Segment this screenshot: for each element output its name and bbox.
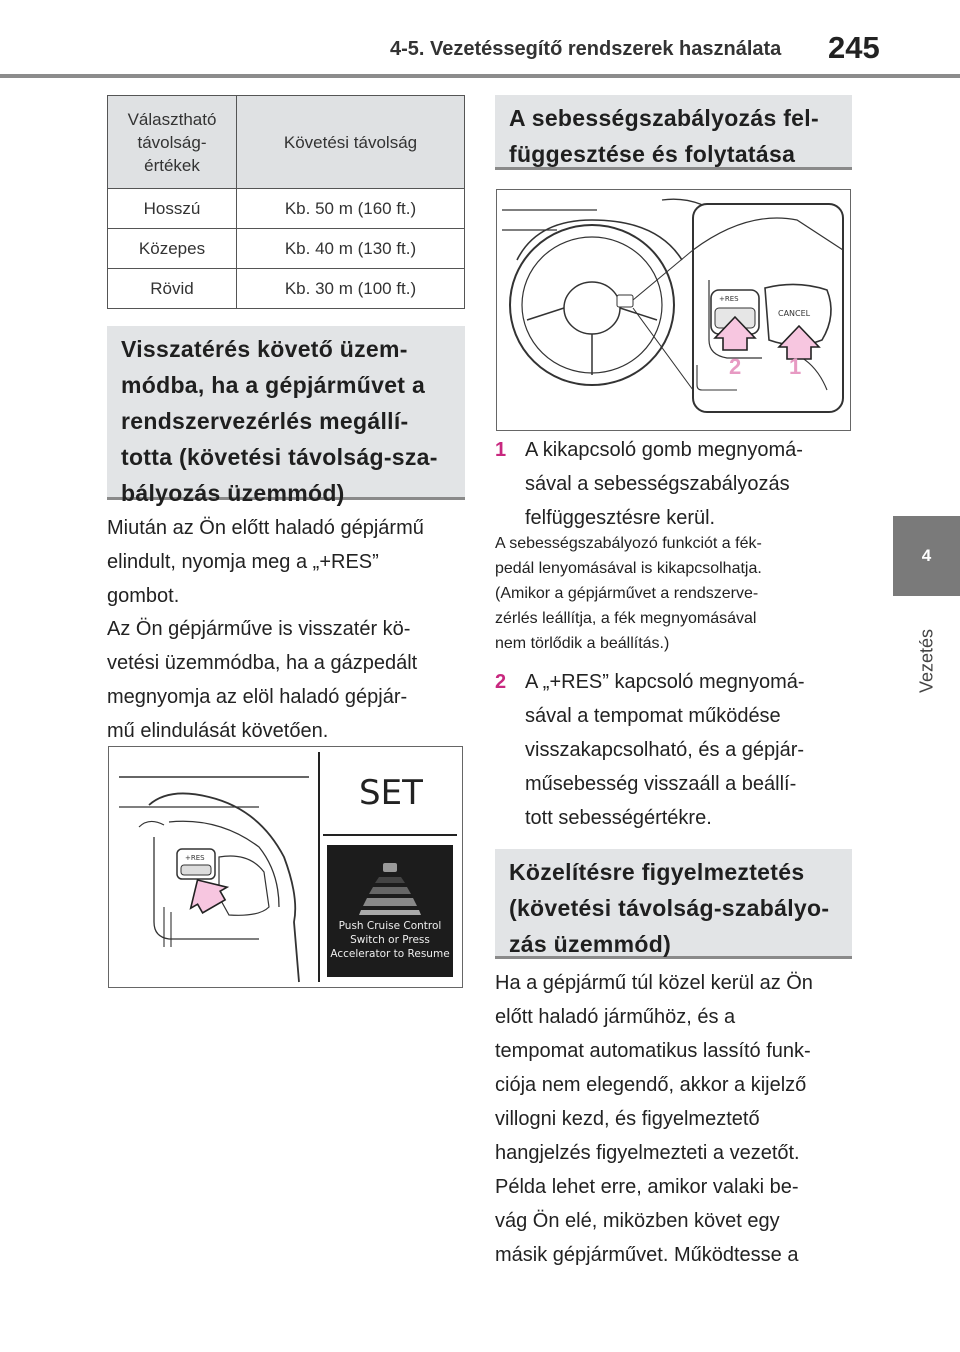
step-number: 2 (495, 671, 507, 693)
section-heading-suspend: A sebességszabályozás fel- függesztése és folytatása (495, 95, 852, 170)
table-cell: Kb. 30 m (100 ft.) (237, 269, 465, 309)
chapter-tab: 4 (893, 516, 960, 596)
radar-distance-icon (327, 845, 453, 915)
paragraph-approach-warning: Ha a gépjármű túl közel kerül az Ön előtt haladó járműhöz, és a tempomat automatikus lassító funk- ciója nem elegendő, akkor a kijelző villogni kezd, és figyelmeztető hangjelzés figyelmezteti a vezetőt. Példa lehet erre, amikor valaki be- vág Ön elé, miközben követ egy másik gépjárművet. Működtesse a (495, 972, 813, 1266)
callout-2: 2 (729, 354, 742, 379)
table-header-cell: Választható távolság- értékek (108, 96, 237, 189)
cancel-button-label: CANCEL (778, 309, 811, 318)
display-message-line: Accelerator to Resume (330, 948, 450, 960)
table-cell: Rövid (108, 269, 237, 309)
multi-info-display (327, 845, 453, 977)
table-row (108, 229, 465, 269)
table-cell: Hosszú (108, 189, 237, 229)
steering-wheel-illustration (497, 190, 850, 430)
display-set-title: SET (359, 773, 423, 813)
table-header-cell: Követési távolság (237, 96, 465, 189)
table-header-row (108, 96, 465, 189)
paragraph-resume-res: Miután az Ön előtt haladó gépjármű elindult, nyomja meg a „+RES” gombot. (107, 517, 424, 607)
header-divider (0, 74, 960, 78)
table-row (108, 269, 465, 309)
step-1: 1 A kikapcsoló gomb megnyomá- sával a sebességszabályozás felfüggesztésre kerül. (495, 433, 855, 537)
table-cell: Kb. 40 m (130 ft.) (237, 229, 465, 269)
section-heading-approach-warning: Közelítésre figyelmeztetés (követési távolság-szabályo- zás üzemmód) (495, 849, 852, 959)
page-number: 245 (828, 30, 880, 65)
display-message-line: Push Cruise Control (338, 920, 442, 932)
figure-cancel-res-switch (496, 189, 851, 431)
step-2: 2 A „+RES” kapcsoló megnyomá- sával a tempomat működése visszakapcsolható, és a gépjár- műsebesség visszaáll a beállí- tott sebességértékre. (495, 665, 855, 837)
table-cell: Közepes (108, 229, 237, 269)
section-heading-return: Visszatérés követő üzem- módba, ha a gépjárművet a rendszervezérlés megállí- totta (követési távolság-sza- bályozás üzemmód) (107, 326, 465, 500)
chapter-label: Vezetés (916, 628, 936, 694)
callout-1: 1 (789, 354, 802, 379)
table-row (108, 189, 465, 229)
section-header-title: 4-5. Vezetéssegítő rendszerek használata (390, 38, 782, 60)
note-brake-cancel: A sebességszabályozó funkciót a fék- pedál lenyomásával is kikapcsolhatja. (Amikor a gépjárművet a rendszerve- zérlés leállítja, a fék megnyomásával nem törlődik a beállítás.) (495, 535, 762, 652)
figure-res-switch-display (108, 746, 463, 988)
paragraph-resume-accelerator: Az Ön gépjárműve is visszatér kö- vetési üzemmódba, ha a gázpedált megnyomja az elöl haladó gépjár- mű elindulását követően. (107, 618, 418, 742)
res-button-label: +RES (719, 295, 739, 303)
display-message-line: Switch or Press (350, 934, 430, 946)
step-number: 1 (495, 439, 507, 461)
res-switch-label: +RES (185, 854, 205, 862)
table-cell: Kb. 50 m (160 ft.) (237, 189, 465, 229)
following-distance-table (107, 95, 465, 309)
